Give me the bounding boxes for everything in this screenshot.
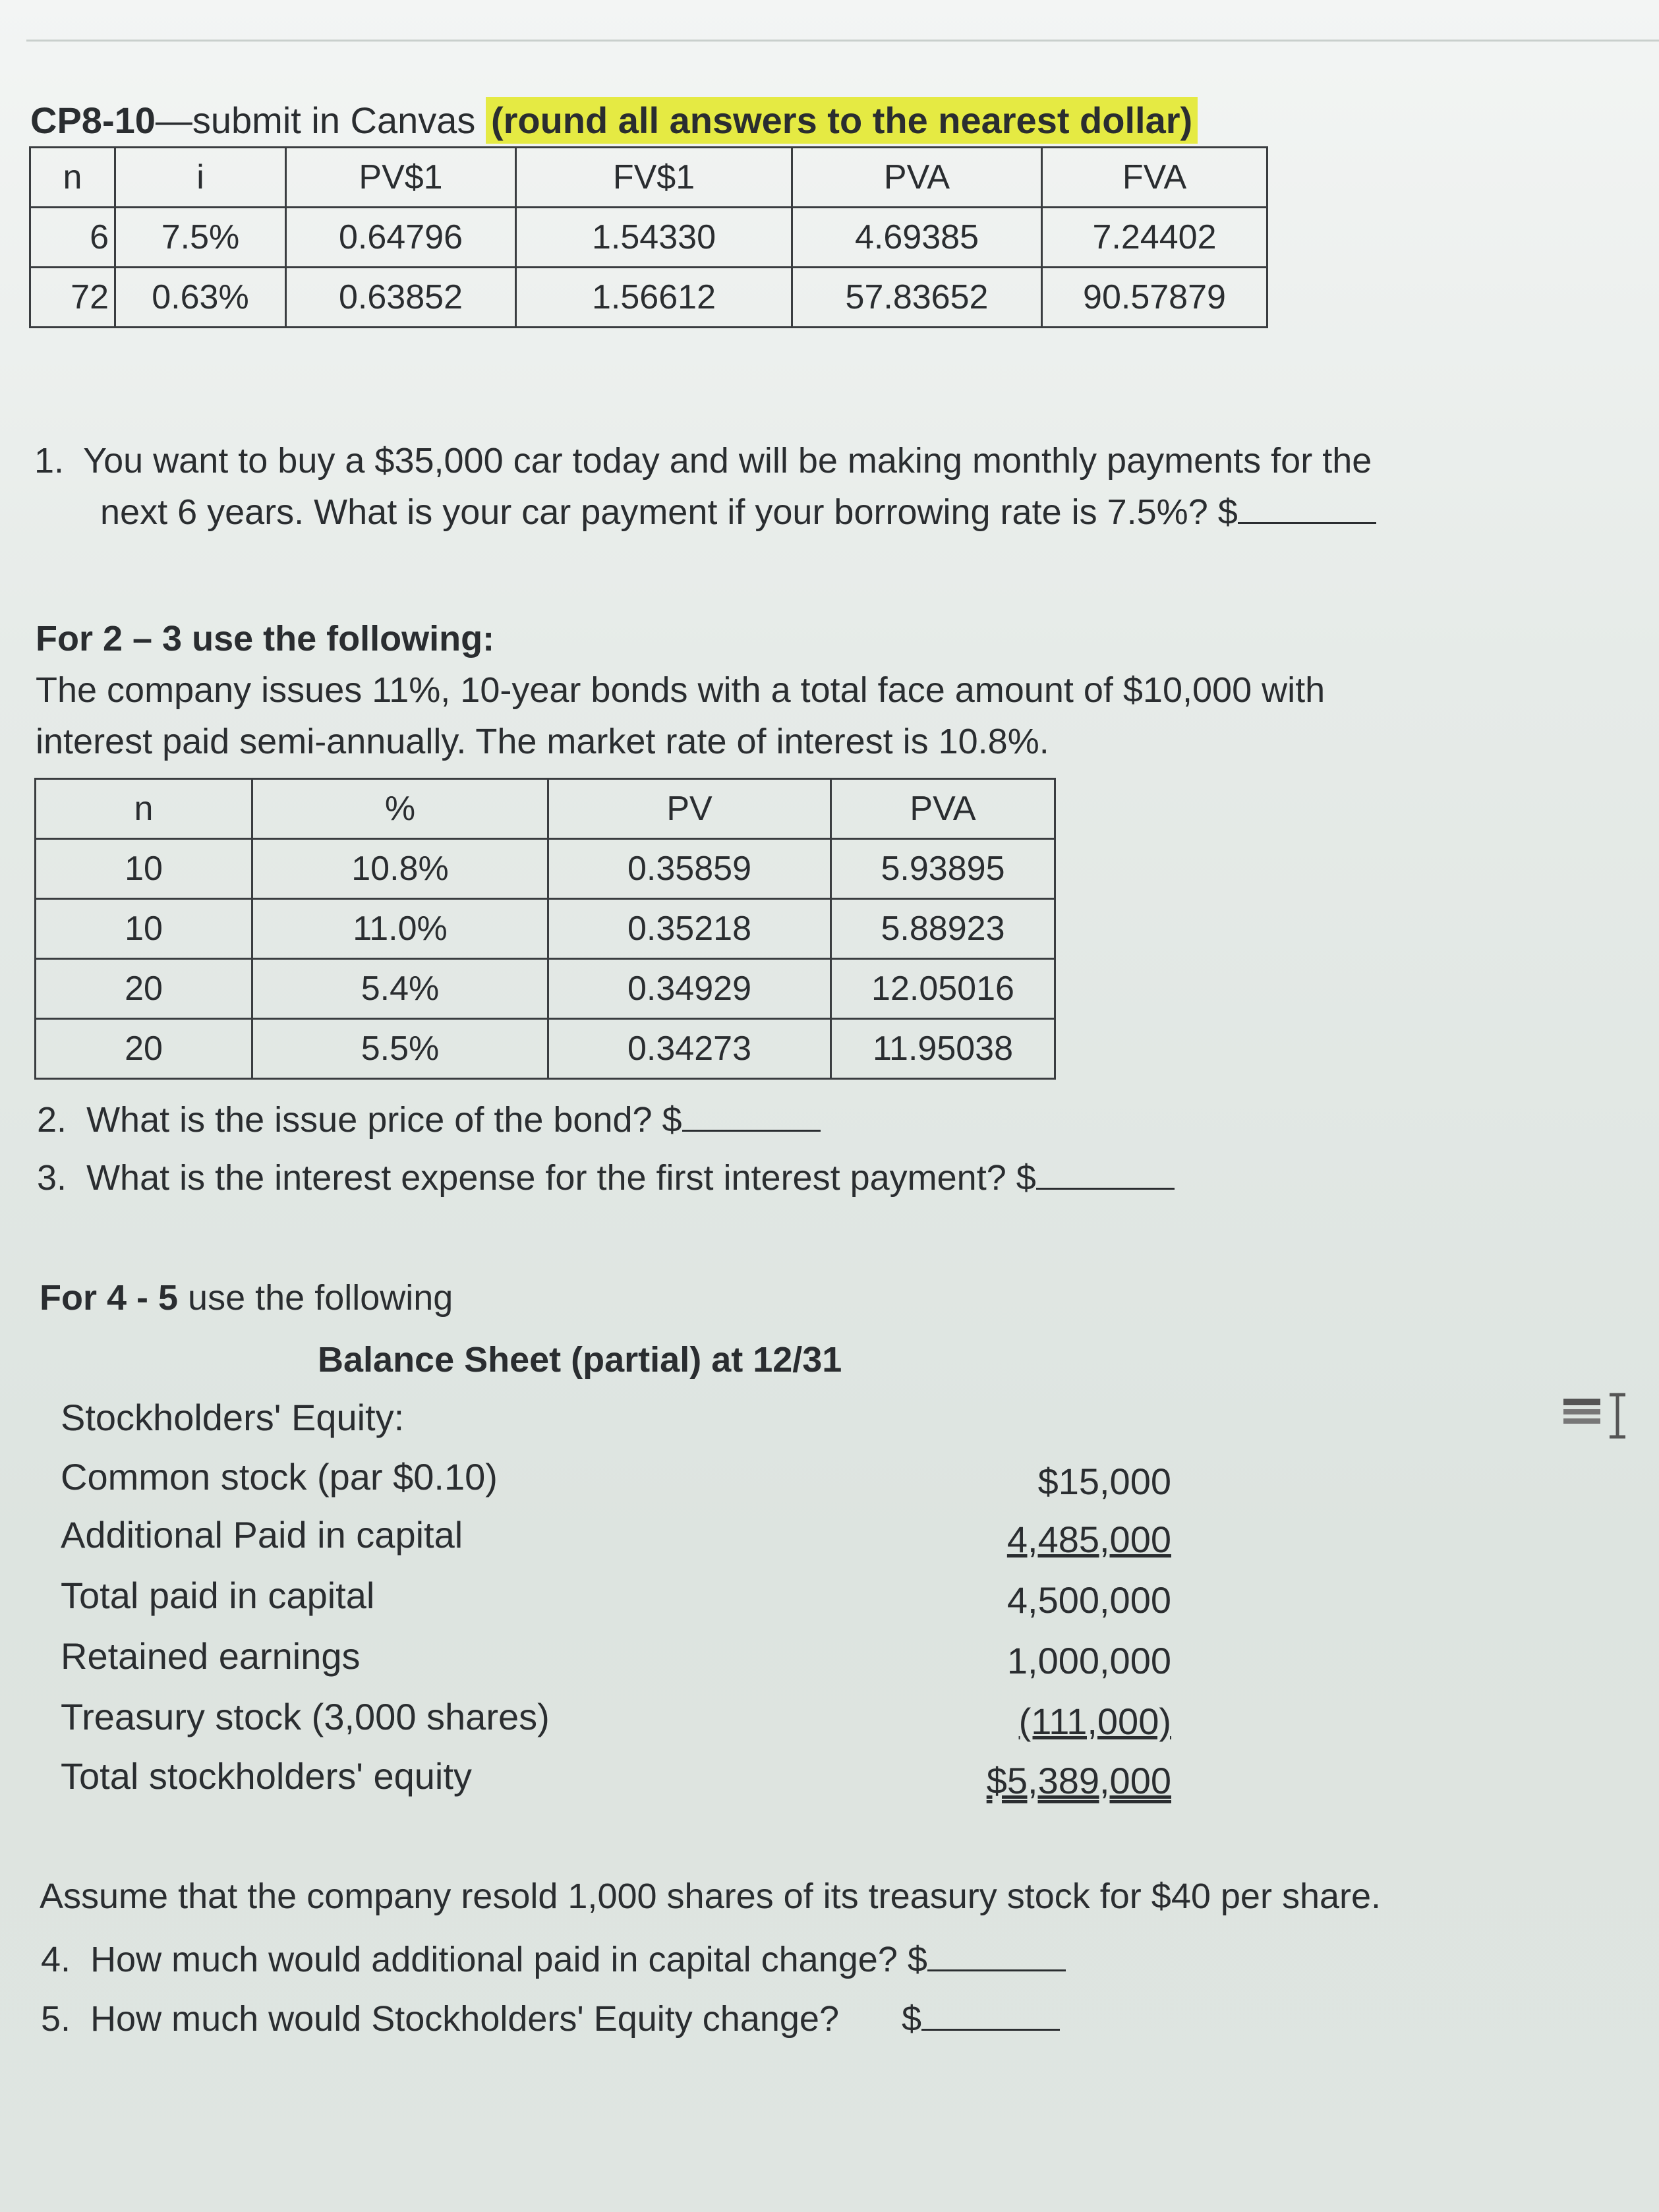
factor-table-1 (29, 146, 1268, 328)
table-row (36, 959, 1055, 1019)
table-cell: 90.57879 (1042, 268, 1267, 328)
bs-line-value: $15,000 (1037, 1461, 1171, 1502)
balance-sheet-title: Balance Sheet (partial) at 12/31 (318, 1340, 842, 1380)
answer-blank[interactable] (1036, 1156, 1175, 1190)
dollar-sign: $ (902, 1999, 922, 2039)
question-number: 4. (41, 1940, 71, 1979)
question-text-line: next 6 years. What is your car payment if your borrowing rate is 7.5%? $ (100, 492, 1238, 532)
question-text-line: You want to buy a $35,000 car today and will be making monthly payments for the (83, 441, 1372, 480)
question-text: What is the issue price of the bond? $ (86, 1100, 682, 1140)
section-heading-text: use the following (178, 1278, 453, 1318)
question-5 (41, 1993, 1060, 2045)
question-number: 1. (34, 441, 65, 480)
header-cell: FV$1 (516, 148, 792, 208)
title-code: CP8-10 (30, 100, 156, 141)
table-header-row (36, 779, 1055, 839)
table-cell: 10 (36, 899, 252, 959)
table-cell: 0.63852 (286, 268, 516, 328)
table-cell: 1.54330 (516, 208, 792, 268)
question-number: 3. (37, 1158, 67, 1198)
table-cell: 20 (36, 1019, 252, 1079)
section-text-line: The company issues 11%, 10-year bonds with a total face amount of $10,000 with (36, 670, 1325, 710)
table-cell: 5.93895 (831, 839, 1055, 899)
table-cell: 0.35859 (548, 839, 831, 899)
bs-line-value: 4,500,000 (1006, 1579, 1171, 1621)
section-text-line: interest paid semi-annually. The market rate of interest is 10.8%. (36, 722, 1049, 761)
answer-blank[interactable] (1238, 490, 1376, 524)
header-cell: FVA (1042, 148, 1267, 208)
factor-table-2 (34, 778, 1056, 1080)
text-cursor-icon (1561, 1389, 1633, 1442)
section-4-5-heading (40, 1272, 453, 1324)
table-cell: 6 (30, 208, 115, 268)
table-cell: 0.64796 (286, 208, 516, 268)
table-cell: 72 (30, 268, 115, 328)
bs-line-value: (111,000) (1018, 1701, 1171, 1742)
question-number: 5. (41, 1999, 71, 2039)
question-number: 2. (37, 1100, 67, 1140)
table-cell: 5.5% (252, 1019, 548, 1079)
table-cell: 10.8% (252, 839, 548, 899)
question-2 (37, 1094, 821, 1146)
question-3 (37, 1152, 1175, 1204)
question-text: How much would additional paid in capital change? $ (90, 1940, 927, 1979)
table-row (36, 839, 1055, 899)
title-text: —submit in Canvas (155, 100, 486, 141)
table-cell: 0.35218 (548, 899, 831, 959)
section-heading: For 2 – 3 use the following: (36, 619, 495, 658)
table-row (30, 268, 1267, 328)
table-cell: 5.88923 (831, 899, 1055, 959)
bs-line-label: Additional Paid in capital (61, 1514, 463, 1556)
table-cell: 0.34273 (548, 1019, 831, 1079)
header-cell: % (252, 779, 548, 839)
page-edge-line (26, 40, 1659, 42)
question-text: How much would Stockholders' Equity change? (90, 1999, 839, 2039)
table-cell: 7.5% (115, 208, 286, 268)
table-cell: 57.83652 (792, 268, 1042, 328)
table-cell: 0.63% (115, 268, 286, 328)
table-cell: 11.0% (252, 899, 548, 959)
header-cell: PV (548, 779, 831, 839)
bs-line-label: Total stockholders' equity (61, 1755, 472, 1797)
table-cell: 20 (36, 959, 252, 1019)
table-cell: 11.95038 (831, 1019, 1055, 1079)
bs-line-label: Total paid in capital (61, 1575, 375, 1616)
answer-blank[interactable] (682, 1098, 821, 1132)
bs-line-value: 4,485,000 (1006, 1519, 1171, 1560)
header-cell: PVA (831, 779, 1055, 839)
bs-line-label: Retained earnings (61, 1635, 361, 1677)
question-1 (34, 435, 1376, 538)
header-cell: PVA (792, 148, 1042, 208)
answer-blank[interactable] (921, 1997, 1060, 2031)
table-row (36, 1019, 1055, 1079)
bs-line-value: 1,000,000 (1006, 1640, 1171, 1681)
question-4 (41, 1934, 1066, 1985)
bs-line-label: Treasury stock (3,000 shares) (61, 1696, 550, 1737)
table-cell: 10 (36, 839, 252, 899)
assume-statement: Assume that the company resold 1,000 shares of its treasury stock for $40 per share. (40, 1877, 1382, 1916)
header-cell: PV$1 (286, 148, 516, 208)
table-cell: 4.69385 (792, 208, 1042, 268)
header-cell: n (36, 779, 252, 839)
table-cell: 7.24402 (1042, 208, 1267, 268)
section-2-3 (36, 613, 1325, 767)
bs-line-label: Common stock (par $0.10) (61, 1456, 498, 1498)
header-cell: i (115, 148, 286, 208)
section-heading-bold: For 4 - 5 (40, 1278, 179, 1318)
table-cell: 0.34929 (548, 959, 831, 1019)
question-text: What is the interest expense for the first interest payment? $ (86, 1158, 1036, 1198)
bs-line-value: $5,389,000 (986, 1760, 1171, 1801)
answer-blank[interactable] (927, 1938, 1066, 1971)
table-cell: 12.05016 (831, 959, 1055, 1019)
table-row (30, 208, 1267, 268)
table-row (36, 899, 1055, 959)
equity-label: Stockholders' Equity: (61, 1397, 405, 1438)
table-cell: 5.4% (252, 959, 548, 1019)
table-cell: 1.56612 (516, 268, 792, 328)
title-highlight: (round all answers to the nearest dollar) (486, 97, 1198, 144)
header-cell: n (30, 148, 115, 208)
table-header-row (30, 148, 1267, 208)
assignment-title (30, 99, 1198, 142)
